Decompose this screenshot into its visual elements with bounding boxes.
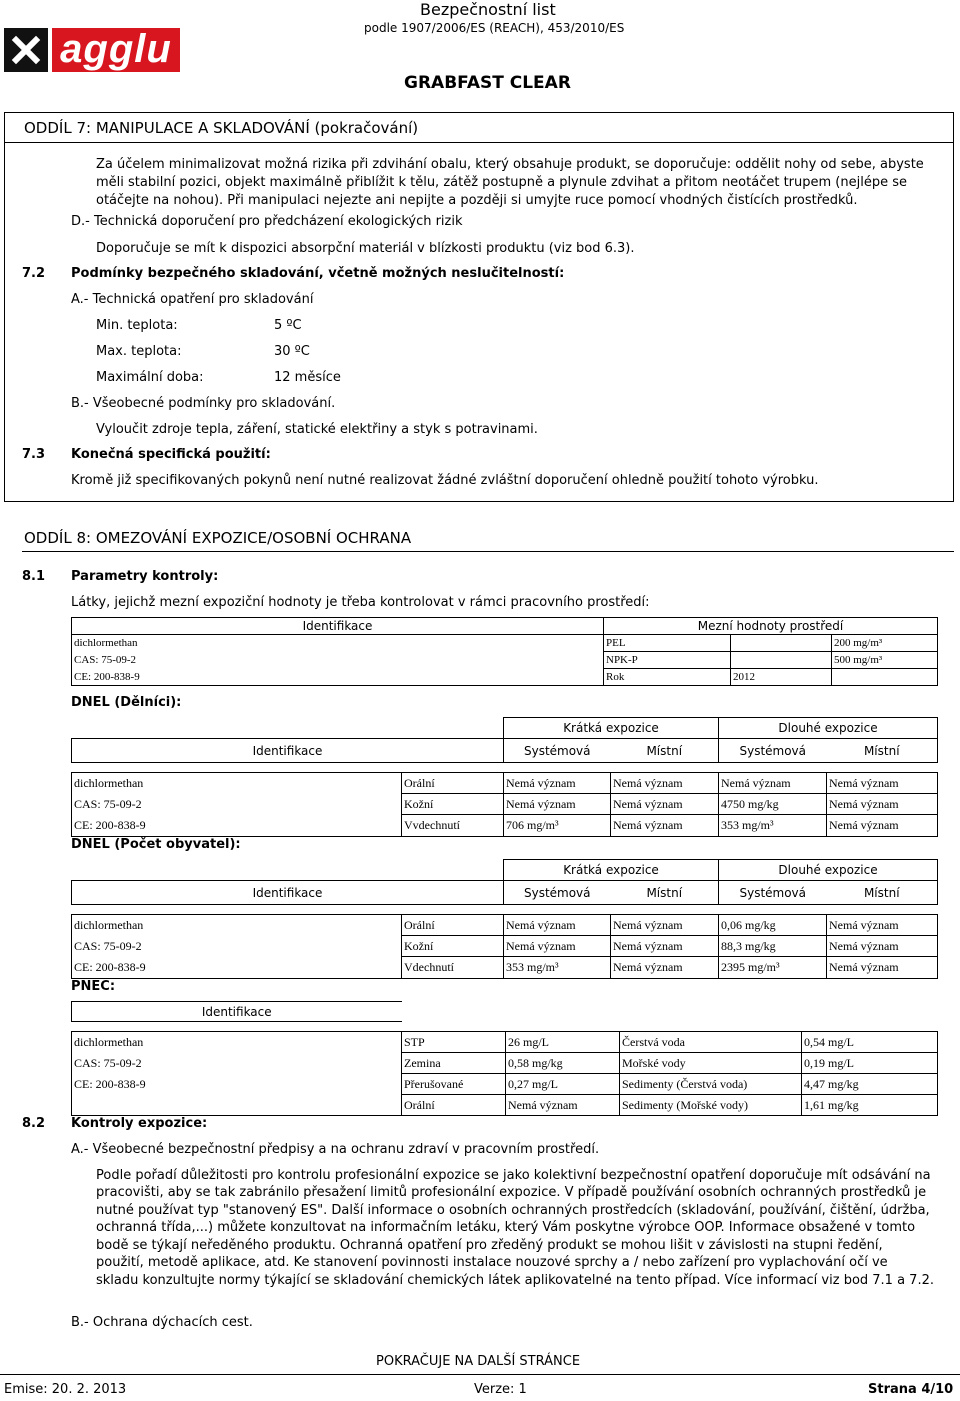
value-cell: Nemá význam xyxy=(504,773,611,794)
table-row xyxy=(72,1032,938,1053)
route: Orální xyxy=(402,773,504,794)
table-row xyxy=(72,773,938,794)
value-cell: 353 mg/m³ xyxy=(504,957,611,979)
table-header-row xyxy=(72,1002,938,1022)
value-cell: Nemá význam xyxy=(611,773,719,794)
substance-cas: CAS: 75-09-2 xyxy=(72,1053,402,1074)
table-row xyxy=(72,936,938,957)
logo-wordmark: agglu xyxy=(52,28,180,72)
column-header: Mezní hodnoty prostředí xyxy=(604,618,938,635)
b-text: Vyloučit zdroje tepla, záření, statické elektřiny a styk s potravinami. xyxy=(96,422,538,437)
subsection-7-3-title: Konečná specifická použití: xyxy=(71,447,271,462)
route: Kožní xyxy=(402,936,504,957)
table-header-row xyxy=(72,739,938,763)
table-row xyxy=(72,794,938,815)
pnec-key: Mořské vody xyxy=(620,1053,802,1074)
exposure-limits-table xyxy=(71,617,938,686)
pnec-key: Orální xyxy=(402,1095,506,1116)
subsection-7-2-title: Podmínky bezpečného skladování, včetně možných neslučitelností: xyxy=(71,266,565,281)
max-temp-value: 30 ºC xyxy=(274,344,310,359)
a-paragraph-line: skladu konzultujte normy týkající se skladování chemických látek aplikovatelné na tento případ. Více informací viz bod 7.1 a 7.2. xyxy=(96,1273,934,1288)
document-title: Bezpečnostní list xyxy=(420,0,556,19)
subsection-number: 7.2 xyxy=(22,266,46,281)
value-cell: Nemá význam xyxy=(504,794,611,815)
table-row xyxy=(72,915,938,936)
intro-line: otáčejte na nohou). Při manipulaci nejezte ani nepijte a později si umyjte ruce pomocí vhodných čistících prostředků. xyxy=(96,193,858,208)
substance-name: dichlormethan xyxy=(72,635,604,652)
min-temp-label: Min. teplota: xyxy=(96,318,178,333)
value-cell: Nemá význam xyxy=(611,957,719,979)
a-paragraph-line: Podle pořadí důležitosti pro kontrolu profesionální expozice se jako kolektivní bezpečnostní opatření doporučuje mít odsávání na xyxy=(96,1168,931,1183)
dnel-population-table xyxy=(71,859,938,979)
pnec-value: 4,47 mg/kg xyxy=(802,1074,938,1095)
pnec-key: Sedimenty (Mořské vody) xyxy=(620,1095,802,1116)
substance-cas: CAS: 75-09-2 xyxy=(72,794,402,815)
table-row xyxy=(72,1053,938,1074)
pnec-value: 0,58 mg/kg xyxy=(506,1053,620,1074)
value-cell: 88,3 mg/kg xyxy=(719,936,827,957)
value-cell: 2395 mg/m³ xyxy=(719,957,827,979)
min-temp-value: 5 ºC xyxy=(274,318,302,333)
substance-cas: CAS: 75-09-2 xyxy=(72,936,402,957)
substance-ce: CE: 200-838-9 xyxy=(72,957,402,979)
value-cell: Nemá význam xyxy=(611,936,719,957)
intro-line: měli stabilní pozici, objekt maximálně přiblížit k tělu, zátěž postupně a plynule zdvihat a přitom neotáčet trupem (nejlépe se xyxy=(96,175,907,190)
value-cell: Nemá význam xyxy=(827,773,938,794)
value-cell: Nemá význam xyxy=(504,936,611,957)
value-cell: Nemá význam xyxy=(827,815,938,837)
footer-divider xyxy=(0,1374,960,1375)
column-header: Dlouhé expozice xyxy=(719,718,938,739)
table-header-row xyxy=(72,881,938,905)
table-header-row xyxy=(72,860,938,881)
d-text: Doporučuje se mít k dispozici absorpční materiál v blízkosti produktu (viz bod 6.3). xyxy=(96,241,635,256)
substance-name: dichlormethan xyxy=(72,1032,402,1053)
column-header: Krátká expozice xyxy=(504,860,719,881)
value-cell: Nemá význam xyxy=(827,936,938,957)
limit-extra xyxy=(731,652,832,669)
limit-type: Rok xyxy=(604,669,731,686)
pnec-value: 26 mg/L xyxy=(506,1032,620,1053)
dnel-workers-table xyxy=(71,717,938,837)
value-cell: Nemá význam xyxy=(719,773,827,794)
close-cross-icon xyxy=(4,28,48,72)
limit-value: 500 mg/m³ xyxy=(832,652,938,669)
column-header: Systémová xyxy=(719,739,827,763)
max-duration-value: 12 měsíce xyxy=(274,370,341,385)
table-header-row xyxy=(72,718,938,739)
section-8-title: ODDÍL 8: OMEZOVÁNÍ EXPOZICE/OSOBNÍ OCHRANA xyxy=(24,529,412,547)
s81-text: Látky, jejichž mezní expoziční hodnoty je třeba kontrolovat v rámci pracovního prostředí: xyxy=(71,595,650,610)
limit-value xyxy=(832,669,938,686)
intro-line: Za účelem minimalizovat možná rizika při zdvihání obalu, který obsahuje produkt, se doporučuje: oddělit nohy od sebe, abyste xyxy=(96,157,924,172)
column-header: Identifikace xyxy=(72,618,604,635)
section-8-divider xyxy=(22,551,954,552)
substance-ce: CE: 200-838-9 xyxy=(72,669,604,686)
substance-ce: CE: 200-838-9 xyxy=(72,815,402,837)
pnec-key: Sedimenty (Čerstvá voda) xyxy=(620,1074,802,1095)
section-7-divider xyxy=(4,142,954,143)
subsection-number: 7.3 xyxy=(22,447,46,462)
column-header: Krátká expozice xyxy=(504,718,719,739)
route: Kožní xyxy=(402,794,504,815)
value-cell: Nemá význam xyxy=(504,915,611,936)
subsection-number: 8.2 xyxy=(22,1116,46,1131)
page-number: Strana 4/10 xyxy=(868,1382,954,1397)
substance-name: dichlormethan xyxy=(72,773,402,794)
continue-note: POKRAČUJE NA DALŠÍ STRÁNCE xyxy=(376,1354,581,1369)
limit-type: PEL xyxy=(604,635,731,652)
limit-extra: 2012 xyxy=(731,669,832,686)
section-7-title: ODDÍL 7: MANIPULACE A SKLADOVÁNÍ (pokračování) xyxy=(24,119,419,137)
table-row xyxy=(72,652,938,669)
table-row xyxy=(72,635,938,652)
value-cell: 706 mg/m³ xyxy=(504,815,611,837)
subsection-number: 8.1 xyxy=(22,569,46,584)
column-header: Identifikace xyxy=(72,739,504,763)
value-cell: Nemá význam xyxy=(827,957,938,979)
a-paragraph-line: pracovišti, aby se tak zabránilo přesažení limitů profesionální expozice. V případě používání osobních ochranných prostředků je xyxy=(96,1185,927,1200)
column-header: Systémová xyxy=(504,739,611,763)
pnec-value: 0,27 mg/L xyxy=(506,1074,620,1095)
subsection-8-2-title: Kontroly expozice: xyxy=(71,1116,208,1131)
table-row xyxy=(72,815,938,837)
a-heading: A.- Všeobecné bezpečnostní předpisy a na ochranu zdraví v pracovním prostředí. xyxy=(71,1142,600,1157)
value-cell: Nemá význam xyxy=(611,815,719,837)
table-row xyxy=(72,957,938,979)
value-cell: Nemá význam xyxy=(827,794,938,815)
route: Vvdechnutí xyxy=(402,815,504,837)
limit-extra xyxy=(731,635,832,652)
a-paragraph-line: nutné používat typ "stanovený ES". Další informace o osobních ochranných prostředcích (skladování, používání, čištění, údržba, xyxy=(96,1203,930,1218)
pnec-table xyxy=(71,1001,938,1116)
route: Vdechnutí xyxy=(402,957,504,979)
subsection-8-1-title: Parametry kontroly: xyxy=(71,569,219,584)
a-paragraph-line: použití, metodě aplikace, atd. Ke stanovení povinnosti instalace nouzové sprchy a / nebo zařízení pro vyplachování očí ve xyxy=(96,1255,888,1270)
max-temp-label: Max. teplota: xyxy=(96,344,182,359)
column-header: Identifikace xyxy=(72,881,504,905)
route: Orální xyxy=(402,915,504,936)
value-cell: Nemá význam xyxy=(611,915,719,936)
pnec-title: PNEC: xyxy=(71,979,116,994)
version: Verze: 1 xyxy=(474,1382,527,1397)
pnec-value: 1,61 mg/kg xyxy=(802,1095,938,1116)
column-header: Systémová xyxy=(504,881,611,905)
regulation-text: podle 1907/2006/ES (REACH), 453/2010/ES xyxy=(364,21,625,35)
pnec-value: 0,54 mg/L xyxy=(802,1032,938,1053)
column-header: Dlouhé expozice xyxy=(719,860,938,881)
pnec-value: Nemá význam xyxy=(506,1095,620,1116)
s73-text: Kromě již specifikovaných pokynů není nutné realizovat žádné zvláštní doporučení ohledně použití tohoto výrobku. xyxy=(71,473,819,488)
substance-ce: CE: 200-838-9 xyxy=(72,1074,402,1095)
substance-cas: CAS: 75-09-2 xyxy=(72,652,604,669)
b-heading: B.- Všeobecné podmínky pro skladování. xyxy=(71,396,336,411)
d-heading: D.- Technická doporučení pro předcházení ekologických rizik xyxy=(71,214,463,229)
limit-value: 200 mg/m³ xyxy=(832,635,938,652)
pnec-key: Přerušované xyxy=(402,1074,506,1095)
value-cell: 353 mg/m³ xyxy=(719,815,827,837)
column-header: Identifikace xyxy=(72,1002,402,1022)
pnec-value: 0,19 mg/L xyxy=(802,1053,938,1074)
column-header: Místní xyxy=(611,739,719,763)
agglu-logo xyxy=(4,28,180,72)
pnec-key: Čerstvá voda xyxy=(620,1032,802,1053)
table-row xyxy=(72,669,938,686)
pnec-key: Zemina xyxy=(402,1053,506,1074)
limit-type: NPK-P xyxy=(604,652,731,669)
b-heading: B.- Ochrana dýchacích cest. xyxy=(71,1315,253,1330)
value-cell: Nemá význam xyxy=(611,794,719,815)
product-name: GRABFAST CLEAR xyxy=(404,73,571,93)
value-cell: 0,06 mg/kg xyxy=(719,915,827,936)
substance-name: dichlormethan xyxy=(72,915,402,936)
table-row xyxy=(72,1095,938,1116)
value-cell: Nemá význam xyxy=(827,915,938,936)
column-header: Místní xyxy=(827,881,938,905)
max-duration-label: Maximální doba: xyxy=(96,370,204,385)
issue-date: Emise: 20. 2. 2013 xyxy=(4,1382,127,1397)
value-cell: 4750 mg/kg xyxy=(719,794,827,815)
dnel-workers-title: DNEL (Dělníci): xyxy=(71,695,182,710)
table-header-row xyxy=(72,618,938,635)
table-row xyxy=(72,1074,938,1095)
a-paragraph-line: ochranná třída,...) můžete konzultovat na informačním letáku, který Vám poskytne výrobce OOP. Informace obsažené v tomto xyxy=(96,1220,916,1235)
a-heading: A.- Technická opatření pro skladování xyxy=(71,292,314,307)
pnec-key: STP xyxy=(402,1032,506,1053)
dnel-population-title: DNEL (Počet obyvatel): xyxy=(71,837,241,852)
column-header: Systémová xyxy=(719,881,827,905)
a-paragraph-line: bodě se týkají neředěného produktu. Ochranná opatření pro zředěný produkt se mohou lišit v závislosti na stupni ředění, xyxy=(96,1238,883,1253)
column-header: Místní xyxy=(827,739,938,763)
column-header: Místní xyxy=(611,881,719,905)
